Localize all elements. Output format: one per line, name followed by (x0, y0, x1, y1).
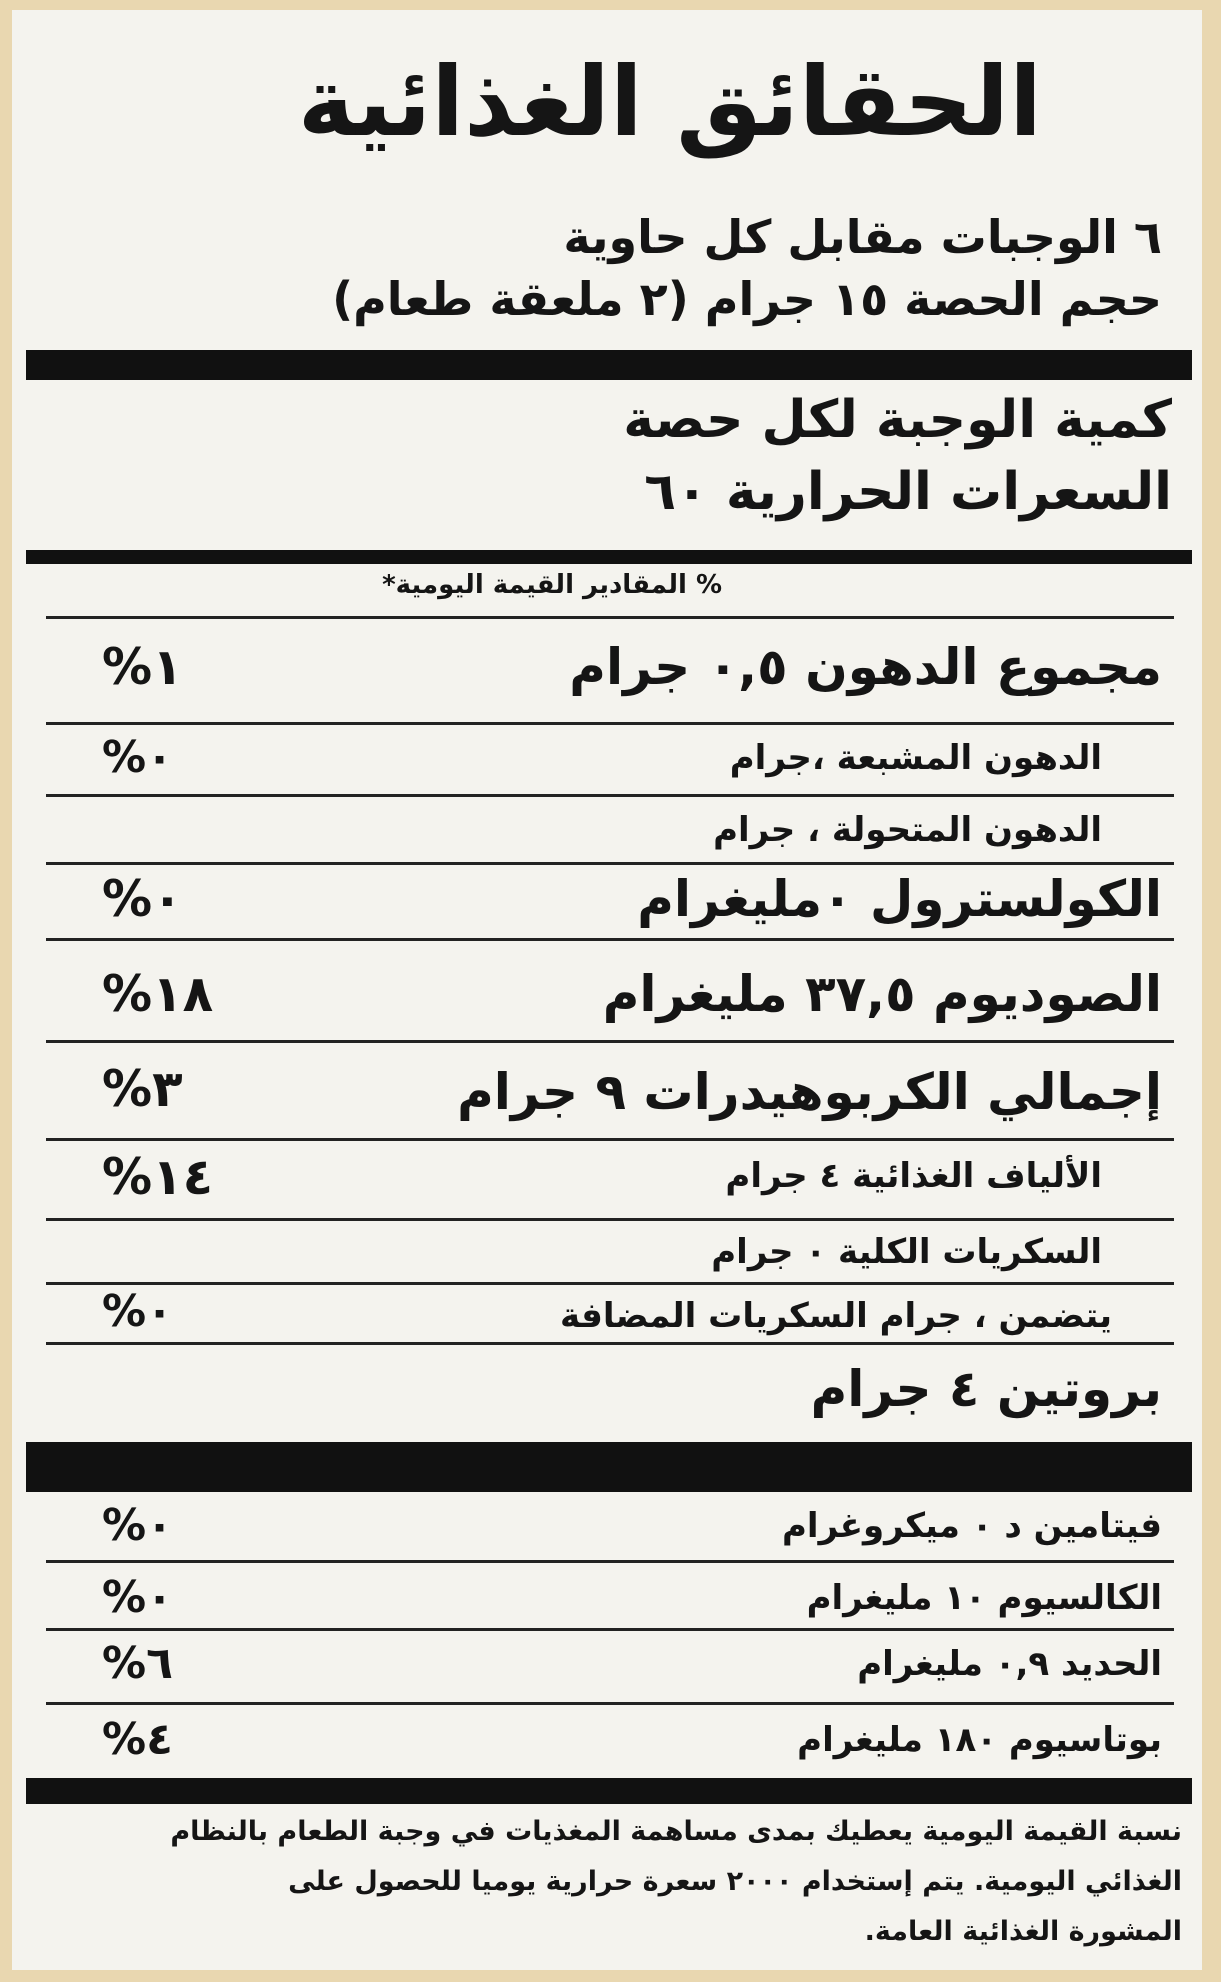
nutrient-percent: %١ (102, 638, 183, 696)
divider (46, 938, 1174, 941)
label-title: الحقائق الغذائية (297, 46, 1042, 158)
vitamin-label: الحديد ٠,٩ مليغرام (857, 1644, 1162, 1684)
divider (46, 1628, 1174, 1631)
calories: السعرات الحرارية ٦٠ (644, 462, 1172, 522)
divider (46, 794, 1174, 797)
divider (46, 1702, 1174, 1705)
divider (46, 1342, 1174, 1345)
vitamin-label: فيتامين د ٠ ميكروغرام (782, 1506, 1162, 1546)
nutrient-percent: %٠ (102, 870, 183, 928)
daily-value-header: % المقادير القيمة اليومية* (382, 570, 722, 600)
thick-divider (26, 1442, 1192, 1492)
vitamin-label: بوتاسيوم ١٨٠ مليغرام (797, 1720, 1162, 1760)
divider (46, 1218, 1174, 1221)
nutrition-facts-label (12, 10, 1202, 1970)
divider (46, 1282, 1174, 1285)
divider (46, 616, 1174, 619)
footer-divider (26, 1778, 1192, 1804)
footnote-line: الغذائي اليومية. يتم إستخدام ٢٠٠٠ سعرة حرارية يوميا للحصول على (288, 1866, 1182, 1897)
footnote-line: نسبة القيمة اليومية يعطيك بمدى مساهمة المغذيات في وجبة الطعام بالنظام (170, 1816, 1182, 1847)
divider (46, 1138, 1174, 1141)
nutrient-label: بروتين ٤ جرام (810, 1360, 1162, 1418)
vitamin-percent: %٦ (102, 1638, 173, 1689)
serving-size: حجم الحصة ١٥ جرام (٢ ملعقة طعام) (332, 272, 1162, 326)
vitamin-percent: %٠ (102, 1572, 173, 1623)
nutrient-percent: %١٨ (102, 965, 214, 1023)
vitamin-label: الكالسيوم ١٠ مليغرام (806, 1578, 1162, 1618)
nutrient-label: الدهون المتحولة ، جرام (713, 810, 1102, 850)
nutrient-label: السكريات الكلية ٠ جرام (711, 1232, 1102, 1272)
nutrient-percent: %١٤ (102, 1148, 214, 1206)
divider (46, 722, 1174, 725)
nutrient-percent: %٠ (102, 732, 173, 783)
nutrient-label: مجموع الدهون ٠,٥ جرام (569, 638, 1162, 696)
nutrient-label: الدهون المشبعة ،جرام (729, 738, 1102, 778)
nutrient-label: يتضمن ، جرام السكريات المضافة (559, 1296, 1112, 1336)
medium-divider (26, 550, 1192, 564)
nutrient-percent: %٠ (102, 1286, 173, 1337)
divider (46, 862, 1174, 865)
vitamin-percent: %٠ (102, 1500, 173, 1551)
servings-per-container: ٦ الوجبات مقابل كل حاوية (563, 210, 1162, 264)
divider (46, 1560, 1174, 1563)
nutrient-label: إجمالي الكربوهيدرات ٩ جرام (457, 1063, 1162, 1121)
amount-per-serving: كمية الوجبة لكل حصة (623, 390, 1172, 450)
nutrient-percent: %٣ (102, 1060, 183, 1118)
vitamin-percent: %٤ (102, 1714, 173, 1765)
footnote-line: المشورة الغذائية العامة. (864, 1916, 1182, 1947)
divider (46, 1040, 1174, 1043)
thick-divider (26, 350, 1192, 380)
nutrient-label: الألياف الغذائية ٤ جرام (725, 1156, 1102, 1196)
nutrient-label: الصوديوم ٣٧,٥ مليغرام (602, 965, 1162, 1023)
nutrient-label: الكولسترول ٠مليغرام (637, 870, 1162, 928)
